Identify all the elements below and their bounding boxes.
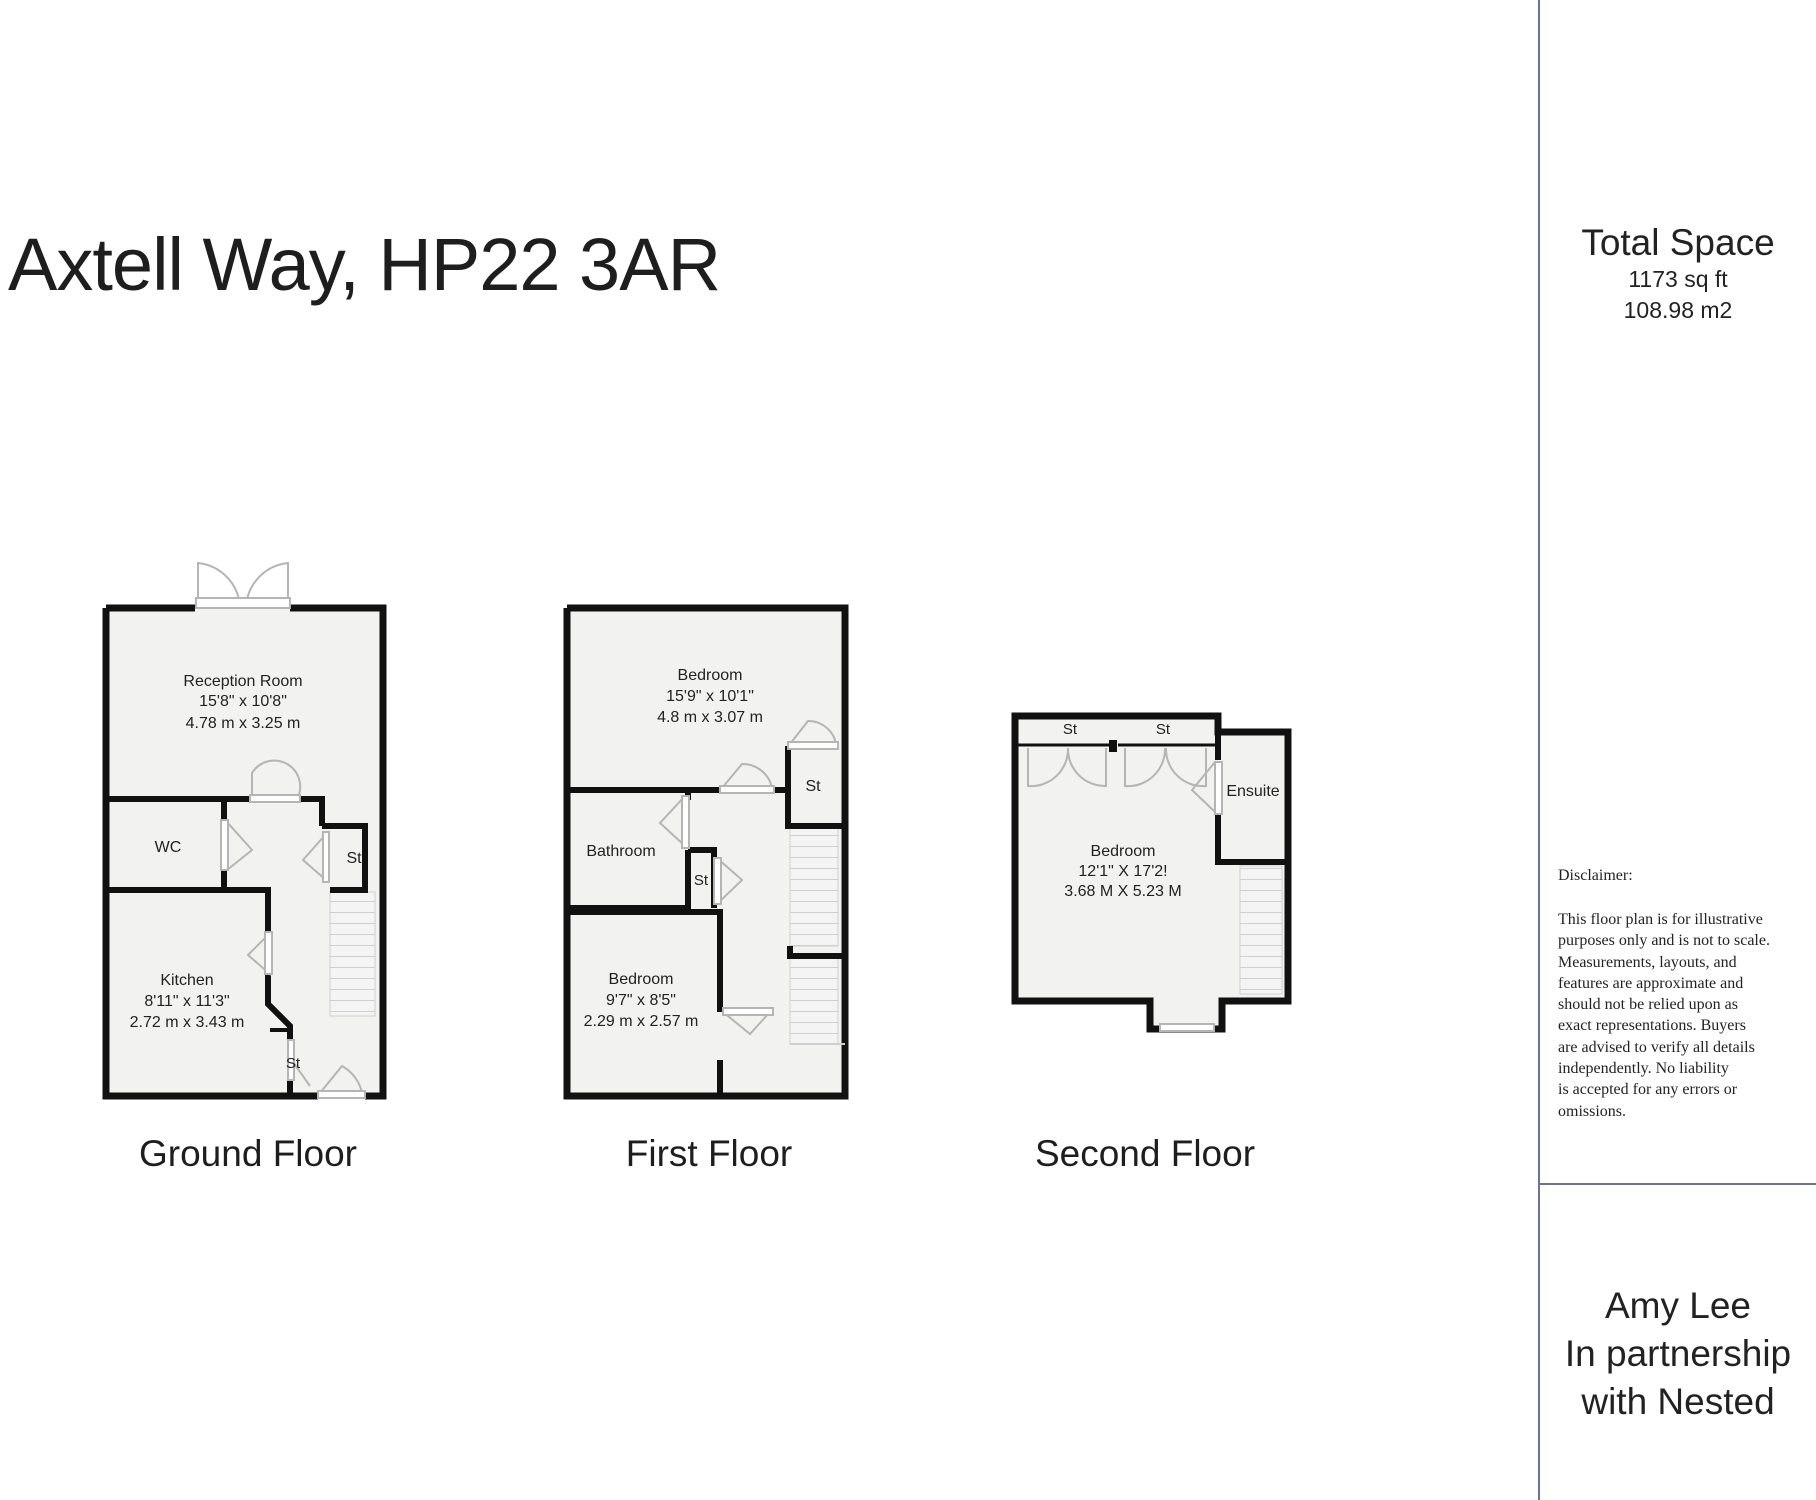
agent-line: In partnership [1564,1333,1792,1374]
floor-label-ground: Ground Floor [139,1133,357,1174]
door-icon [196,563,290,608]
room-size-metric: 2.29 m x 2.57 m [583,1013,699,1030]
disclaimer-line: independently. No liability [1558,1060,1729,1078]
room-size-imperial: 12'1" X 17'2! [1078,863,1168,880]
room-name: Bathroom [586,843,656,860]
room-size-imperial: 8'11" x 11'3" [144,993,230,1010]
total-area-m2: 108.98 m2 [1623,297,1733,323]
first-floor-stairs [790,826,838,946]
property-title: Axtell Way, HP22 3AR [8,223,721,306]
room-name: Bedroom [608,971,674,988]
disclaimer-line: omissions. [1558,1102,1627,1120]
room-name: St [285,1055,301,1072]
room-size-imperial: 15'9" x 10'1" [666,688,754,705]
total-area-sqft: 1173 sq ft [1628,266,1728,292]
disclaimer-line: is accepted for any errors or [1558,1081,1738,1099]
second-floor-plan [1015,716,1288,1031]
room-name: Ensuite [1226,783,1280,800]
agent-credit [1540,1282,1816,1426]
room-name: St [805,778,821,795]
total-space-panel [1540,222,1816,326]
room-name: St [1062,721,1078,738]
total-space-heading: Total Space [1581,222,1775,263]
ground-floor-stairs [330,892,375,1016]
room-name: St [693,872,709,889]
room-name: St [1155,721,1171,738]
room-size-metric: 4.8 m x 3.07 m [657,709,763,726]
window-icon [1160,1024,1214,1031]
first-floor-plan [567,608,845,1096]
agent-line: with Nested [1581,1381,1775,1422]
disclaimer-line: are advised to verify all details [1558,1038,1755,1056]
disclaimer-heading: Disclaimer: [1558,867,1633,884]
floor-label-second: Second Floor [1034,1133,1256,1174]
second-floor-stairs [1240,866,1282,994]
room-name: Bedroom [1090,843,1156,860]
disclaimer-line: This floor plan is for illustrative [1558,911,1763,928]
room-name: Kitchen [160,972,214,989]
room-name: St [346,850,362,867]
first-floor-stairs [790,956,838,1044]
disclaimer-line: should not be relied upon as [1558,996,1738,1014]
room-name: Reception Room [183,673,303,690]
room-name: WC [154,839,182,856]
room-size-imperial: 15'8" x 10'8" [199,693,287,710]
disclaimer-line: features are approximate and [1558,974,1744,992]
room-size-metric: 2.72 m x 3.43 m [129,1014,245,1031]
room-size-imperial: 9'7" x 8'5" [606,992,676,1009]
disclaimer-line: exact representations. Buyers [1558,1017,1746,1035]
room-name: Bedroom [677,667,743,684]
floor-label-first: First Floor [625,1133,793,1174]
room-size-metric: 3.68 M X 5.23 M [1064,883,1182,900]
disclaimer-text [1558,909,1810,1122]
ground-floor-plan [106,563,383,1098]
disclaimer-line: purposes only and is not to scale. [1558,932,1770,950]
disclaimer-line: Measurements, layouts, and [1558,953,1737,971]
agent-line: Amy Lee [1604,1285,1751,1326]
room-size-metric: 4.78 m x 3.25 m [185,715,301,732]
sidebar-section-divider [1538,1183,1816,1185]
